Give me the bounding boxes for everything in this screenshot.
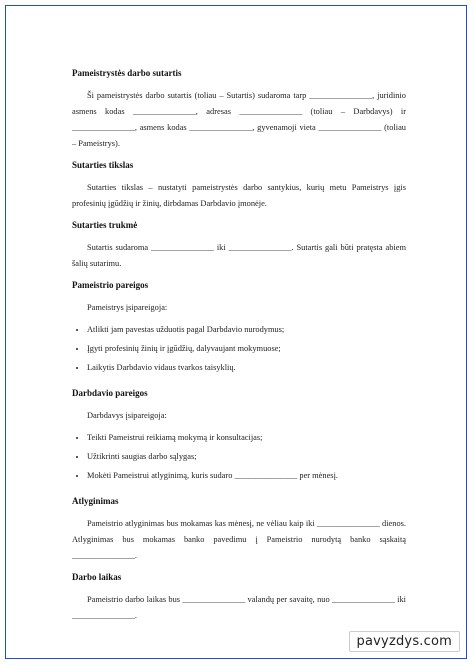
duties-list <box>72 430 406 484</box>
section-heading: Atlyginimas <box>72 496 119 506</box>
document-body <box>72 66 406 630</box>
section-heading: Darbo laikas <box>72 572 122 582</box>
section-heading: Darbdavio pareigos <box>72 388 148 398</box>
document-page <box>5 5 467 659</box>
section-heading: Pameistrio pareigos <box>72 280 149 290</box>
list-item: • Mokėti Pameistrui atlyginimą, kuris sudaro _______________ per mėnesį. <box>87 468 406 484</box>
section-sutarties-tikslas <box>72 158 406 212</box>
list-item: • Atlikti jam pavestas užduotis pagal Darbdavio nurodymus; <box>87 322 406 338</box>
section-pameistrio-pareigos <box>72 278 406 376</box>
section-atlyginimas <box>72 494 406 564</box>
list-item: • Teikti Pameistrui reikiamą mokymą ir konsultacijas; <box>87 430 406 446</box>
list-item: • Užtikrinti saugias darbo sąlygas; <box>87 449 406 465</box>
list-item: • Įgyti profesinių žinių ir įgūdžių, dalyvaujant mokymuose; <box>87 341 406 357</box>
document-title: Pameistrystės darbo sutartis <box>72 68 182 78</box>
section-heading: Sutarties trukmė <box>72 220 138 230</box>
watermark-badge[interactable]: pavyzdys.com <box>349 631 460 652</box>
section-paragraph: Darbdavys įsipareigoja: <box>87 411 167 420</box>
section-sutarties-trukme <box>72 218 406 272</box>
section-heading: Sutarties tikslas <box>72 160 134 170</box>
intro-paragraph: Ši pameistrystės darbo sutartis (toliau – Sutartis) sudaroma tarp _______________, juridinio asmens kodas _______________, adresas _______________ (toliau – Darbdavys) ir _______________, asmens kodas _______________, gyvenamoji vieta _______________ (toliau – Pameistrys). <box>72 91 406 148</box>
section-paragraph: Pameistrio atlyginimas bus mokamas kas mėnesį, ne vėliau kaip iki _______________ dienos. Atlyginimas bus mokamas banko pavedimu į Pameistrio nurodytą banko sąskaitą _______________. <box>72 519 406 560</box>
section-paragraph: Pameistrys įsipareigoja: <box>87 303 168 312</box>
duties-list <box>72 322 406 376</box>
section-paragraph: Sutartis sudaroma _______________ iki _______________. Sutartis gali būti pratęsta abiem šalių sutarimu. <box>72 243 406 268</box>
section-paragraph: Pameistrio darbo laikas bus _______________ valandų per savaitę, nuo _______________ iki _______________. <box>72 595 406 620</box>
list-item: • Laikytis Darbdavio vidaus tvarkos taisyklių. <box>87 360 406 376</box>
section-paragraph: Sutarties tikslas – nustatyti pameistrystės darbo santykius, kurių metu Pameistrys įgis profesinių įgūdžių ir žinių, dirbdamas Darbdavio įmonėje. <box>72 183 406 208</box>
section-darbdavio-pareigos <box>72 386 406 484</box>
section-darbo-laikas <box>72 570 406 624</box>
